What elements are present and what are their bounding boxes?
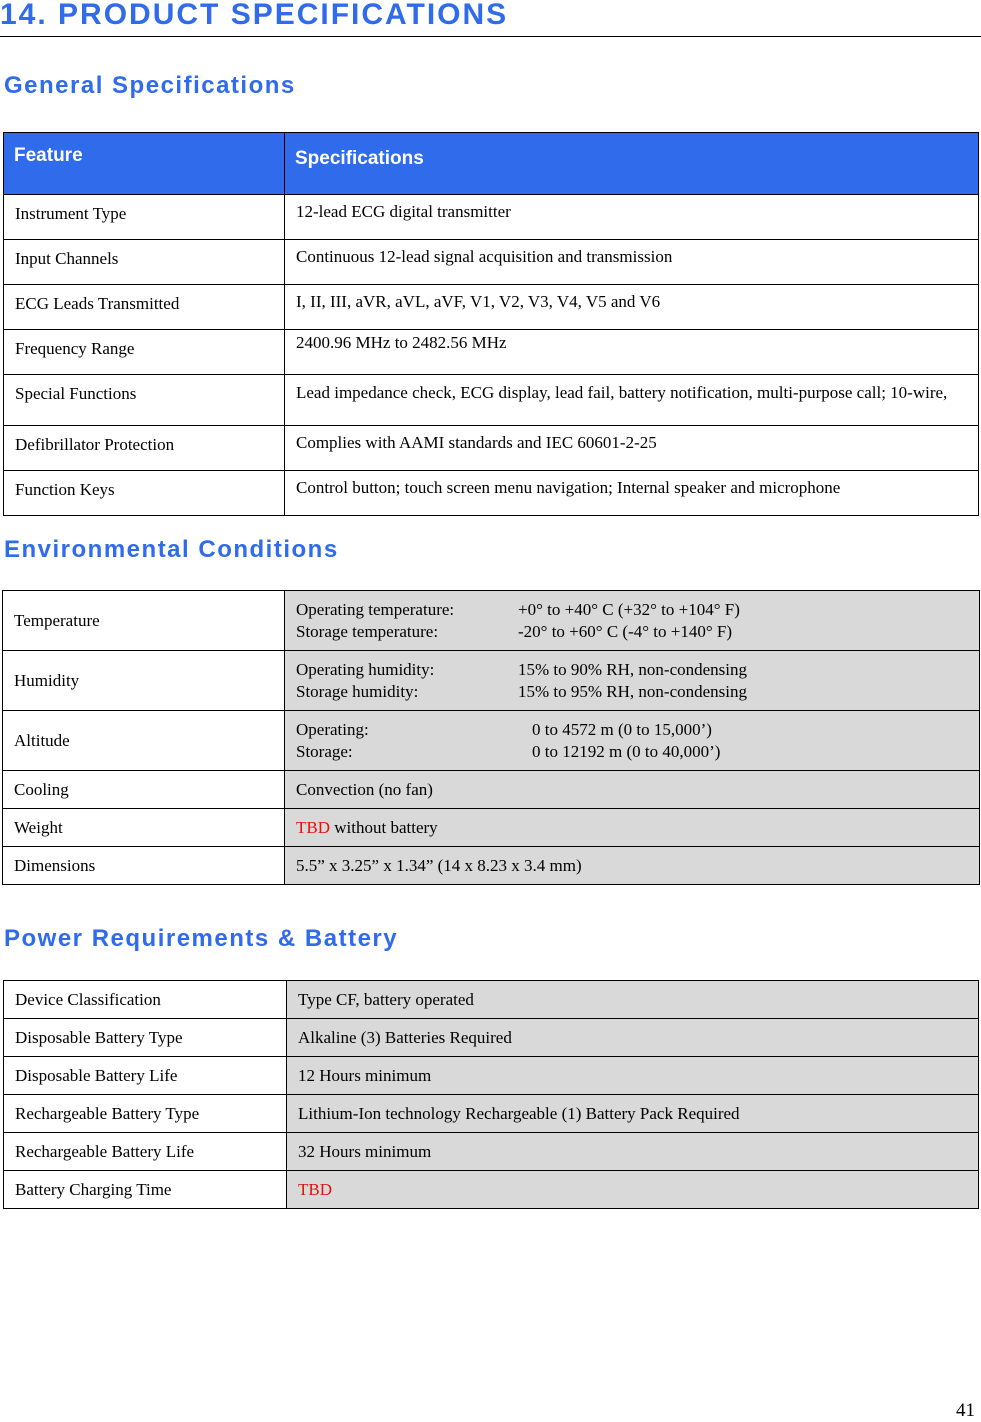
table-row bbox=[4, 195, 979, 240]
condition-label: Temperature bbox=[3, 591, 285, 651]
general-specifications-table bbox=[3, 132, 979, 516]
value-text: 15% to 95% RH, non-condensing bbox=[518, 681, 748, 701]
value-name: Operating: bbox=[296, 719, 369, 739]
column-header-feature: Feature bbox=[4, 133, 285, 195]
value-text: -20° to +60° C (-4° to +140° F) bbox=[518, 621, 733, 641]
value-line bbox=[296, 659, 968, 681]
value-line bbox=[296, 719, 968, 741]
table-row bbox=[3, 591, 980, 651]
power-label: Disposable Battery Type bbox=[4, 1019, 287, 1057]
table-row bbox=[4, 285, 979, 330]
table-row bbox=[3, 711, 980, 771]
page-number: 41 bbox=[956, 1400, 975, 1421]
value-name: Storage humidity: bbox=[296, 681, 419, 701]
power-value: Alkaline (3) Batteries Required bbox=[287, 1019, 979, 1057]
value-text: 0 to 12192 m (0 to 40,000’) bbox=[532, 741, 721, 761]
power-value: Type CF, battery operated bbox=[287, 981, 979, 1019]
tbd-marker: TBD bbox=[296, 817, 330, 837]
condition-values bbox=[285, 651, 980, 711]
feature-cell: Frequency Range bbox=[4, 330, 285, 375]
condition-value: 5.5” x 3.25” x 1.34” (14 x 8.23 x 3.4 mm) bbox=[285, 847, 980, 885]
value-name: Operating humidity: bbox=[296, 659, 435, 679]
power-value: Lithium-Ion technology Rechargeable (1) Battery Pack Required bbox=[287, 1095, 979, 1133]
power-label: Device Classification bbox=[4, 981, 287, 1019]
table-header-row bbox=[4, 133, 979, 195]
value-name: Storage temperature: bbox=[296, 621, 439, 641]
chapter-title: 14. PRODUCT SPECIFICATIONS bbox=[0, 0, 509, 31]
feature-cell: ECG Leads Transmitted bbox=[4, 285, 285, 330]
power-label: Battery Charging Time bbox=[4, 1171, 287, 1209]
table-row bbox=[4, 375, 979, 426]
feature-cell: Function Keys bbox=[4, 471, 285, 516]
value-text: 15% to 90% RH, non-condensing bbox=[518, 659, 748, 679]
environmental-conditions-table bbox=[2, 590, 980, 885]
feature-cell: Instrument Type bbox=[4, 195, 285, 240]
value-line bbox=[296, 599, 968, 621]
power-label: Rechargeable Battery Type bbox=[4, 1095, 287, 1133]
table-row bbox=[3, 771, 980, 809]
power-value: TBD bbox=[287, 1171, 979, 1209]
column-header-specifications: Specifications bbox=[285, 133, 979, 195]
spec-cell: Complies with AAMI standards and IEC 60601-2-25 bbox=[285, 426, 979, 471]
chapter-rule bbox=[0, 36, 981, 37]
value-name: Storage: bbox=[296, 741, 353, 761]
value-text: +0° to +40° C (+32° to +104° F) bbox=[518, 599, 740, 619]
table-row bbox=[3, 651, 980, 711]
condition-label: Dimensions bbox=[3, 847, 285, 885]
general-specifications-title: General Specifications bbox=[4, 72, 296, 99]
condition-value bbox=[285, 809, 980, 847]
feature-cell: Special Functions bbox=[4, 375, 285, 426]
power-requirements-title: Power Requirements & Battery bbox=[4, 925, 399, 952]
table-row bbox=[3, 847, 980, 885]
table-row bbox=[4, 426, 979, 471]
spec-cell: 2400.96 MHz to 2482.56 MHz bbox=[285, 330, 979, 375]
environmental-conditions-title: Environmental Conditions bbox=[4, 536, 339, 563]
table-row bbox=[3, 809, 980, 847]
condition-values bbox=[285, 591, 980, 651]
condition-value: Convection (no fan) bbox=[285, 771, 980, 809]
value-line bbox=[296, 741, 968, 763]
table-row bbox=[4, 1171, 979, 1209]
condition-label: Altitude bbox=[3, 711, 285, 771]
condition-values bbox=[285, 711, 980, 771]
table-row bbox=[4, 981, 979, 1019]
spec-cell: Lead impedance check, ECG display, lead fail, battery notification, multi-purpose call; 10-wire, bbox=[285, 375, 979, 426]
power-value: 12 Hours minimum bbox=[287, 1057, 979, 1095]
table-row bbox=[4, 1057, 979, 1095]
spec-cell: Continuous 12-lead signal acquisition and transmission bbox=[285, 240, 979, 285]
power-label: Rechargeable Battery Life bbox=[4, 1133, 287, 1171]
power-requirements-table bbox=[3, 980, 979, 1209]
spec-cell: 12-lead ECG digital transmitter bbox=[285, 195, 979, 240]
table-row bbox=[4, 471, 979, 516]
value-text: 0 to 4572 m (0 to 15,000’) bbox=[532, 719, 712, 739]
spec-cell: Control button; touch screen menu navigation; Internal speaker and microphone bbox=[285, 471, 979, 516]
table-row bbox=[4, 1019, 979, 1057]
table-row bbox=[4, 1095, 979, 1133]
power-label: Disposable Battery Life bbox=[4, 1057, 287, 1095]
condition-label: Humidity bbox=[3, 651, 285, 711]
condition-label: Weight bbox=[3, 809, 285, 847]
value-text: without battery bbox=[330, 817, 438, 837]
feature-cell: Input Channels bbox=[4, 240, 285, 285]
feature-cell: Defibrillator Protection bbox=[4, 426, 285, 471]
value-line bbox=[296, 621, 968, 643]
value-name: Operating temperature: bbox=[296, 599, 455, 619]
condition-label: Cooling bbox=[3, 771, 285, 809]
spec-cell: I, II, III, aVR, aVL, aVF, V1, V2, V3, V4, V5 and V6 bbox=[285, 285, 979, 330]
power-value: 32 Hours minimum bbox=[287, 1133, 979, 1171]
table-row bbox=[4, 240, 979, 285]
table-row bbox=[4, 1133, 979, 1171]
value-line bbox=[296, 681, 968, 703]
table-row bbox=[4, 330, 979, 375]
